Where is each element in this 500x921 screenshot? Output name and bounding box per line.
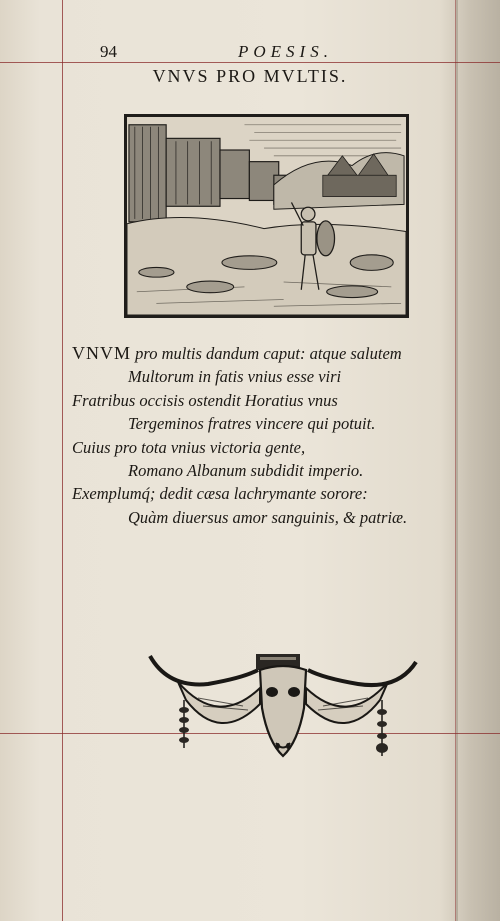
show-through-text bbox=[90, 548, 420, 648]
emblem-verse bbox=[72, 342, 452, 529]
verse-line bbox=[72, 342, 452, 365]
verse-line: Cuius pro tota vnius victoria gente, bbox=[72, 437, 306, 457]
ox-skull-ornament bbox=[148, 648, 418, 766]
verse-line: Multorum in fatis vnius esse viri bbox=[128, 367, 342, 387]
verse-line: Tergeminos fratres vincere qui potuit. bbox=[128, 414, 376, 434]
woodcut-illustration bbox=[124, 114, 409, 318]
emblem-motto: VNVS PRO MVLTIS. bbox=[152, 66, 348, 86]
verse-line: Romano Albanum subdidit imperio. bbox=[128, 461, 364, 481]
page-number: 94 bbox=[100, 42, 117, 61]
margin-rule-top bbox=[0, 62, 500, 63]
verse-line-text: pro multis dandum caput: atque salutem bbox=[131, 344, 402, 363]
verse-line: Exemplumq́; dedit cæsa lachrymante sorore: bbox=[72, 484, 368, 504]
verse-initial: VNVM bbox=[72, 343, 132, 363]
margin-rule-left bbox=[62, 0, 63, 921]
page-edge bbox=[456, 0, 458, 921]
margin-rule-right bbox=[455, 0, 456, 921]
verse-line: Fratribus occisis ostendit Horatius vnus bbox=[72, 390, 338, 410]
verse-line: Quàm diuersus amor sanguinis, & patriæ. bbox=[128, 507, 408, 527]
running-head: POESIS. bbox=[238, 42, 333, 61]
